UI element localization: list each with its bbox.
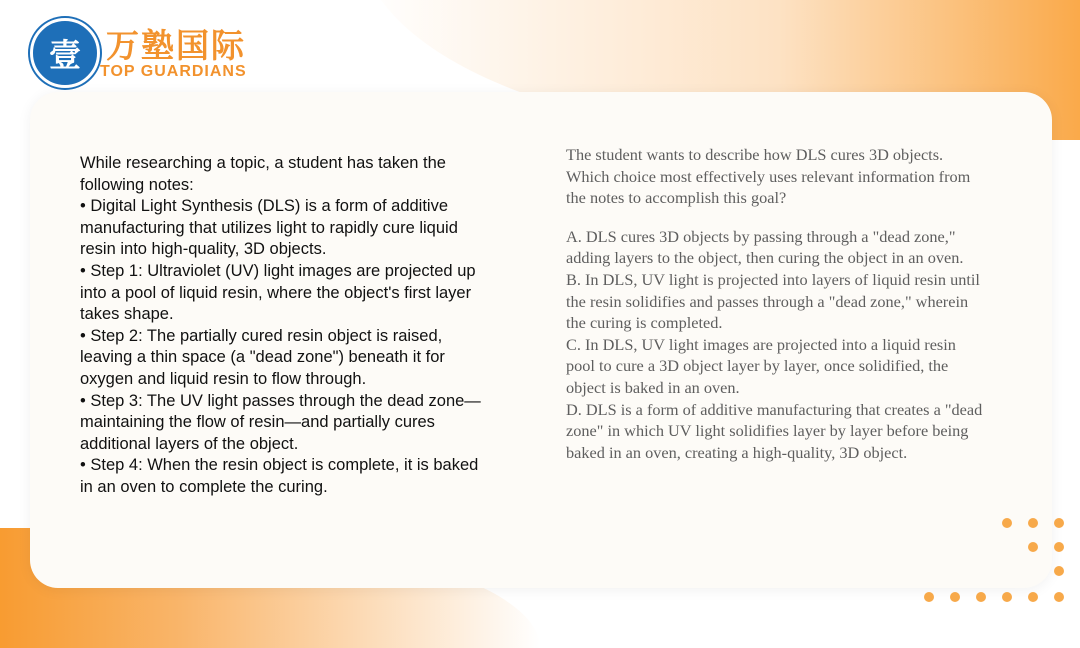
note-item: • Step 2: The partially cured resin object is raised, leaving a thin space (a "dead zone") beneath it for oxygen and liquid resin to flow through. <box>80 326 445 388</box>
logo-emblem-char: 壹 <box>48 36 81 74</box>
question-block <box>566 144 986 463</box>
logo-chinese-name: 万塾国际 <box>106 26 246 65</box>
answer-choice-a[interactable]: A. DLS cures 3D objects by passing through a "dead zone," adding layers to the object, then curing the object in an oven. <box>566 226 964 268</box>
answer-choice-c[interactable]: C. In DLS, UV light images are projected into a liquid resin pool to cure a 3D object layer by layer, once solidified, the object is baked in an oven. <box>566 334 956 397</box>
note-item: • Step 1: Ultraviolet (UV) light images are projected up into a pool of liquid resin, where the object's first layer takes shape. <box>80 261 476 324</box>
logo-emblem-icon <box>30 18 100 88</box>
answer-choice-d[interactable]: D. DLS is a form of additive manufacturing that creates a "dead zone" in which UV light solidifies layer by layer before being baked in an oven, creating a high-quality, 3D object. <box>566 399 983 462</box>
brand-logo <box>30 18 270 84</box>
note-item: • Step 4: When the resin object is complete, it is baked in an oven to complete the curing. <box>80 456 479 496</box>
logo-english-name: TOP GUARDIANS <box>100 63 247 80</box>
decorative-dots <box>910 518 1080 608</box>
note-item: • Step 3: The UV light passes through the dead zone—maintaining the flow of resin—and partially cures additional layers of the object. <box>80 391 481 453</box>
note-item: • Digital Light Synthesis (DLS) is a form of additive manufacturing that utilizes light to rapidly cure liquid resin into high-quality, 3D objects. <box>80 197 458 259</box>
notes-intro: While researching a topic, a student has taken the following notes: <box>80 154 446 194</box>
question-stem: The student wants to describe how DLS cures 3D objects. Which choice most effectively uses relevant information from the notes to accomplish this goal? <box>566 145 971 208</box>
student-notes <box>80 153 490 499</box>
answer-choice-b[interactable]: B. In DLS, UV light is projected into layers of liquid resin until the resin solidifies and passes through a "dead zone," wherein the curing is completed. <box>566 269 980 333</box>
